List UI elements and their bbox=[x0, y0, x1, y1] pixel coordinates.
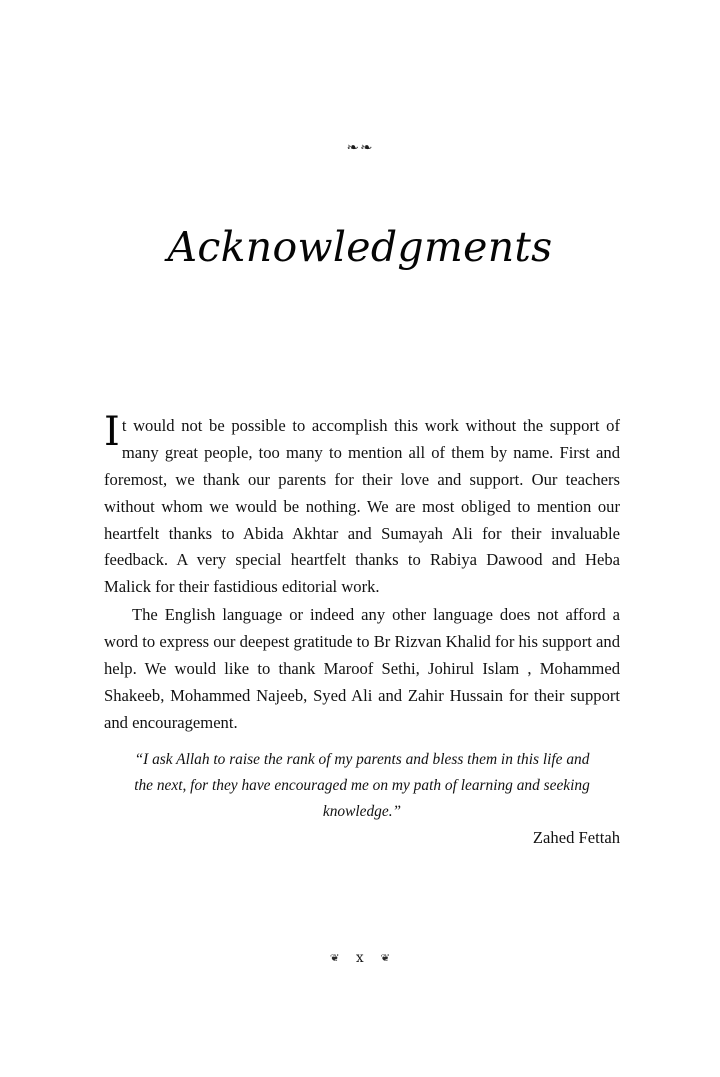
footer-left-ornament-icon: ❦ bbox=[329, 952, 340, 964]
pull-quote: “I ask Allah to raise the rank of my parents and bless them in this life and the next, for they have encouraged me on my path of learning and seeking knowledge.” bbox=[134, 751, 590, 820]
paragraph-first bbox=[104, 409, 620, 601]
page-number: x bbox=[355, 950, 365, 966]
paragraph-second: The English language or indeed any other language does not afford a word to express our deepest gratitude to Br Rizvan Khalid for his support and help. We would like to thank Maroof Sethi, Johirul Islam , Mohammed Shakeeb, Mohammed Najeeb, Syed Ali and Zahir Hussain for their support and encouragement. bbox=[104, 605, 620, 732]
author-signature: Zahed Fettah bbox=[532, 828, 620, 847]
paragraph-first-text: t would not be possible to accomplish this work without the support of many great people, too many to mention all of them by name. First and foremost, we thank our parents for their love and support. Our teachers without whom we would be nothing. We are most obliged to mention our heartfelt thanks to Abida Akhtar and Sumayah Ali for their invaluable feedback. A very special heartfelt thanks to Rabiya Dawood and Heba Malick for their fastidious editorial work. bbox=[104, 416, 620, 597]
top-ornament bbox=[0, 140, 720, 155]
drop-cap: I bbox=[104, 409, 120, 455]
body-text bbox=[104, 409, 620, 737]
page-title: Acknowledgments bbox=[167, 223, 553, 272]
page-footer bbox=[0, 950, 720, 966]
footer-right-ornament-icon: ❦ bbox=[380, 952, 391, 964]
ornament-glyph: ❧❧ bbox=[346, 140, 374, 154]
